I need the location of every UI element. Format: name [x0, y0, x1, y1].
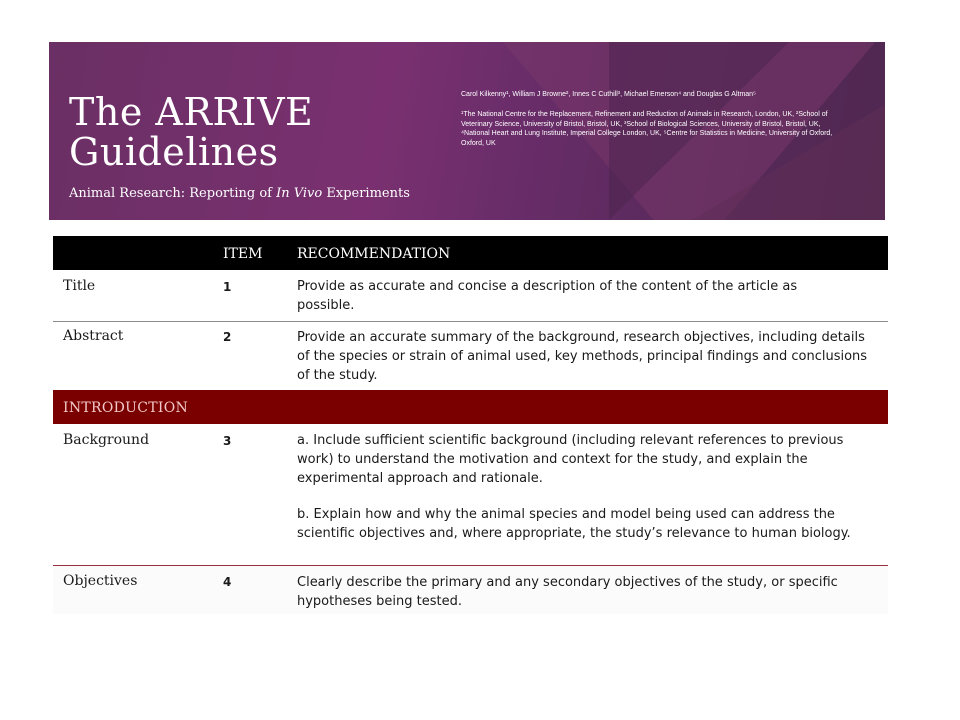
banner-subtitle-pre: Animal Research: Reporting of — [69, 186, 277, 201]
row-recommendation: Provide as accurate and concise a description of the content of the article as possible. — [297, 279, 798, 313]
table-row — [53, 566, 888, 614]
row-recommendation-a: a. Include sufficient scientific background (including relevant references to previous work) to understand the motivation and context for the study, and explain the experimental approach and rationale. — [297, 433, 844, 486]
section-heading-introduction: INTRODUCTION — [63, 400, 189, 416]
header-recommendation: RECOMMENDATION — [297, 246, 451, 262]
guidelines-table — [53, 236, 888, 614]
row-item-number: 3 — [223, 434, 232, 448]
banner-affiliations: ¹The National Centre for the Replacement, Refinement and Reduction of Animals in Research, London, UK, ²School of Veterinary Science, University of Bristol, Bristol, UK, ³School of Biological Sciences, University of Bristol, Bristol, UK, ⁴National Heart and Lung Institute, Imperial College London, UK, ⁵Centre for Statistics in Medicine, University of Oxford, Oxford, UK — [461, 111, 833, 147]
row-recommendation: Clearly describe the primary and any secondary objectives of the study, or specific hypotheses being tested. — [297, 575, 838, 609]
row-section-abstract: Abstract — [63, 328, 124, 344]
banner-title-line2: Guidelines — [69, 130, 279, 174]
table-row — [53, 424, 888, 566]
section-heading-row — [53, 390, 888, 424]
banner-title — [69, 92, 429, 172]
row-item-number: 4 — [223, 575, 232, 589]
row-item-number: 2 — [223, 330, 232, 344]
banner-subtitle-italic: In Vivo — [276, 186, 323, 201]
table-row — [53, 322, 888, 390]
row-section-title: Title — [63, 278, 96, 294]
table-row — [53, 270, 888, 322]
row-item-number: 1 — [223, 280, 232, 294]
row-recommendation: Provide an accurate summary of the background, research objectives, including details of the species or strain of animal used, key methods, principal findings and conclusions of the study. — [297, 330, 868, 383]
banner-subtitle — [69, 186, 410, 201]
row-section-objectives: Objectives — [63, 573, 138, 589]
banner-authors: Carol Kilkenny¹, William J Browne², Innes C Cuthill³, Michael Emerson⁴ and Douglas G Altman⁵ — [461, 91, 756, 98]
banner-title-line1: The ARRIVE — [69, 90, 314, 134]
arrive-banner — [49, 42, 885, 220]
header-item: ITEM — [223, 246, 263, 262]
table-header-row — [53, 236, 888, 270]
row-section-background: Background — [63, 432, 150, 448]
row-recommendation-b: b. Explain how and why the animal species and model being used can address the scientific objectives and, where appropriate, the study’s relevance to human biology. — [297, 507, 851, 541]
banner-subtitle-post: Experiments — [322, 186, 410, 201]
